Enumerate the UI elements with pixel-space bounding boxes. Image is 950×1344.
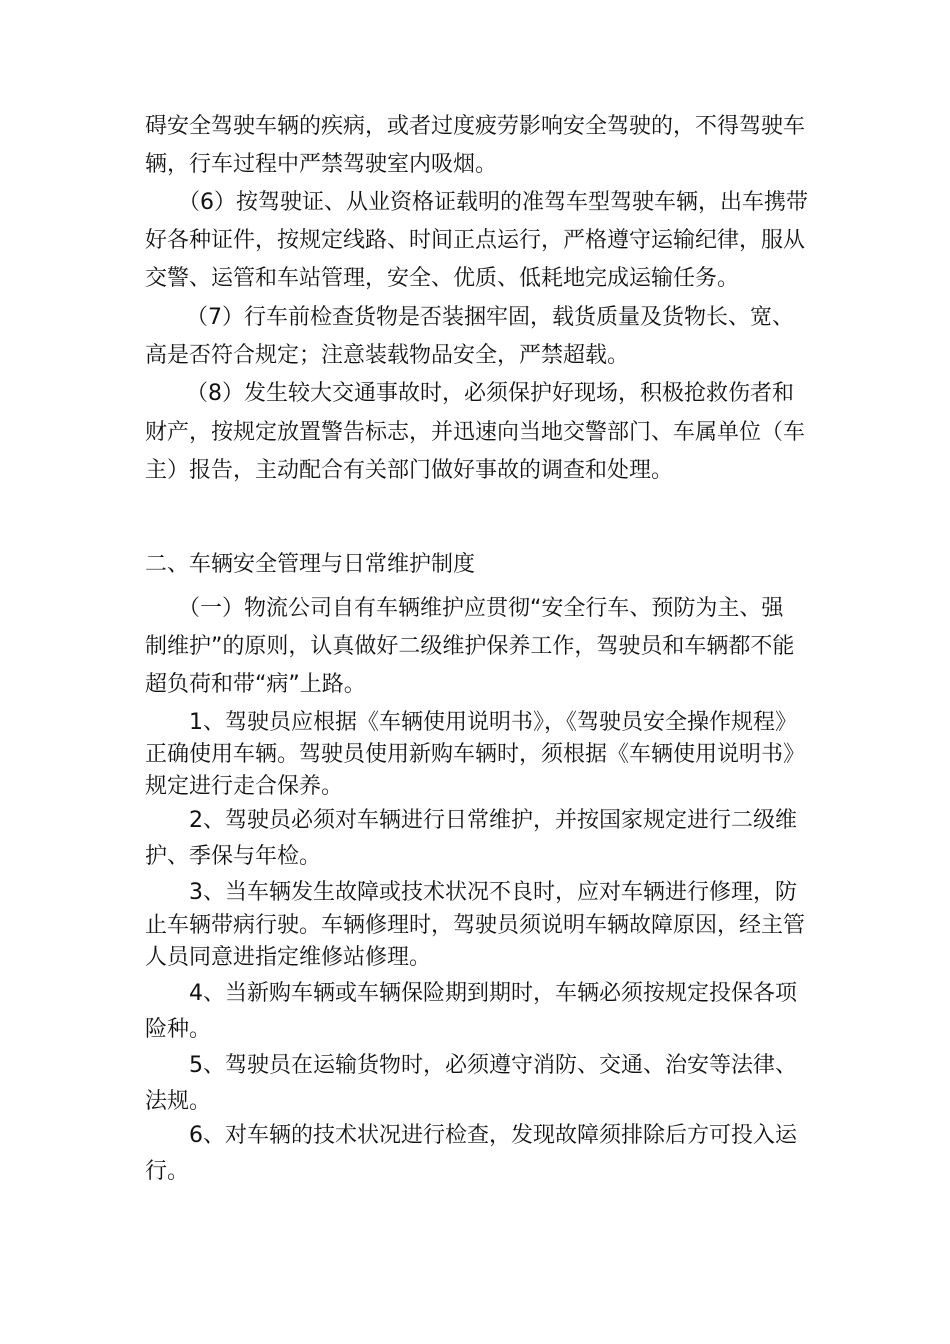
paragraph-line: 2、驾驶员必须对车辆进行日常维护，并按国家规定进行二级维 <box>189 808 797 833</box>
paragraph-line: 1、驾驶员应根据《车辆使用说明书》，《驾驶员安全操作规程》 <box>189 710 797 735</box>
paragraph-line: 法规。 <box>145 1089 212 1114</box>
paragraph-line: 主）报告，主动配合有关部门做好事故的调查和处理。 <box>145 458 674 483</box>
paragraph-line: 护、季保与年检。 <box>145 844 322 869</box>
paragraph-line: 险种。 <box>145 1017 212 1042</box>
paragraph-line: （一）物流公司自有车辆维护应贯彻“安全行车、预防为主、强 <box>178 596 784 621</box>
paragraph-line: 4、当新购车辆或车辆保险期到期时，车辆必须按规定投保各项 <box>189 981 797 1006</box>
paragraph-line: 6、对车辆的技术状况进行检查，发现故障须排除后方可投入运 <box>189 1123 797 1148</box>
paragraph-line: 超负荷和带“病”上路。 <box>145 672 366 697</box>
paragraph-line: 辆，行车过程中严禁驾驶室内吸烟。 <box>145 152 498 177</box>
paragraph-line: 制维护”的原则，认真做好二级维护保养工作，驾驶员和车辆都不能 <box>145 634 795 659</box>
paragraph-line: 交警、运管和车站管理，安全、优质、低耗地完成运输任务。 <box>145 266 740 291</box>
paragraph-line: 财产，按规定放置警告标志，并迅速向当地交警部门、车属单位（车 <box>145 420 806 445</box>
paragraph-line: 规定进行走合保养。 <box>145 774 344 799</box>
paragraph-line: 止车辆带病行驶。车辆修理时，驾驶员须说明车辆故障原因，经主管 <box>145 913 806 938</box>
paragraph-line: 正确使用车辆。驾驶员使用新购车辆时，须根据《车辆使用说明书》 <box>145 742 806 767</box>
paragraph-line: 人员同意进指定维修站修理。 <box>145 945 432 970</box>
section-heading: 二、车辆安全管理与日常维护制度 <box>145 552 476 577</box>
paragraph-line: 行。 <box>145 1159 190 1184</box>
paragraph-line: （8）发生较大交通事故时，必须保护好现场，积极抢救伤者和 <box>186 381 794 406</box>
paragraph-line: 好各种证件，按规定线路、时间正点运行，严格遵守运输纪律，服从 <box>145 228 806 253</box>
paragraph-line: 碍安全驾驶车辆的疾病，或者过度疲劳影响安全驾驶的，不得驾驶车 <box>145 114 806 139</box>
paragraph-line: 3、当车辆发生故障或技术状况不良时，应对车辆进行修理，防 <box>189 880 797 905</box>
paragraph-line: 高是否符合规定；注意装载物品安全，严禁超载。 <box>145 343 630 368</box>
paragraph-line: （7）行车前检查货物是否装捆牢固，载货质量及货物长、宽、 <box>186 305 794 330</box>
paragraph-line: （6）按驾驶证、从业资格证载明的准驾车型驾驶车辆，出车携带 <box>178 190 808 215</box>
paragraph-line: 5、驾驶员在运输货物时，必须遵守消防、交通、治安等法律、 <box>189 1053 797 1078</box>
